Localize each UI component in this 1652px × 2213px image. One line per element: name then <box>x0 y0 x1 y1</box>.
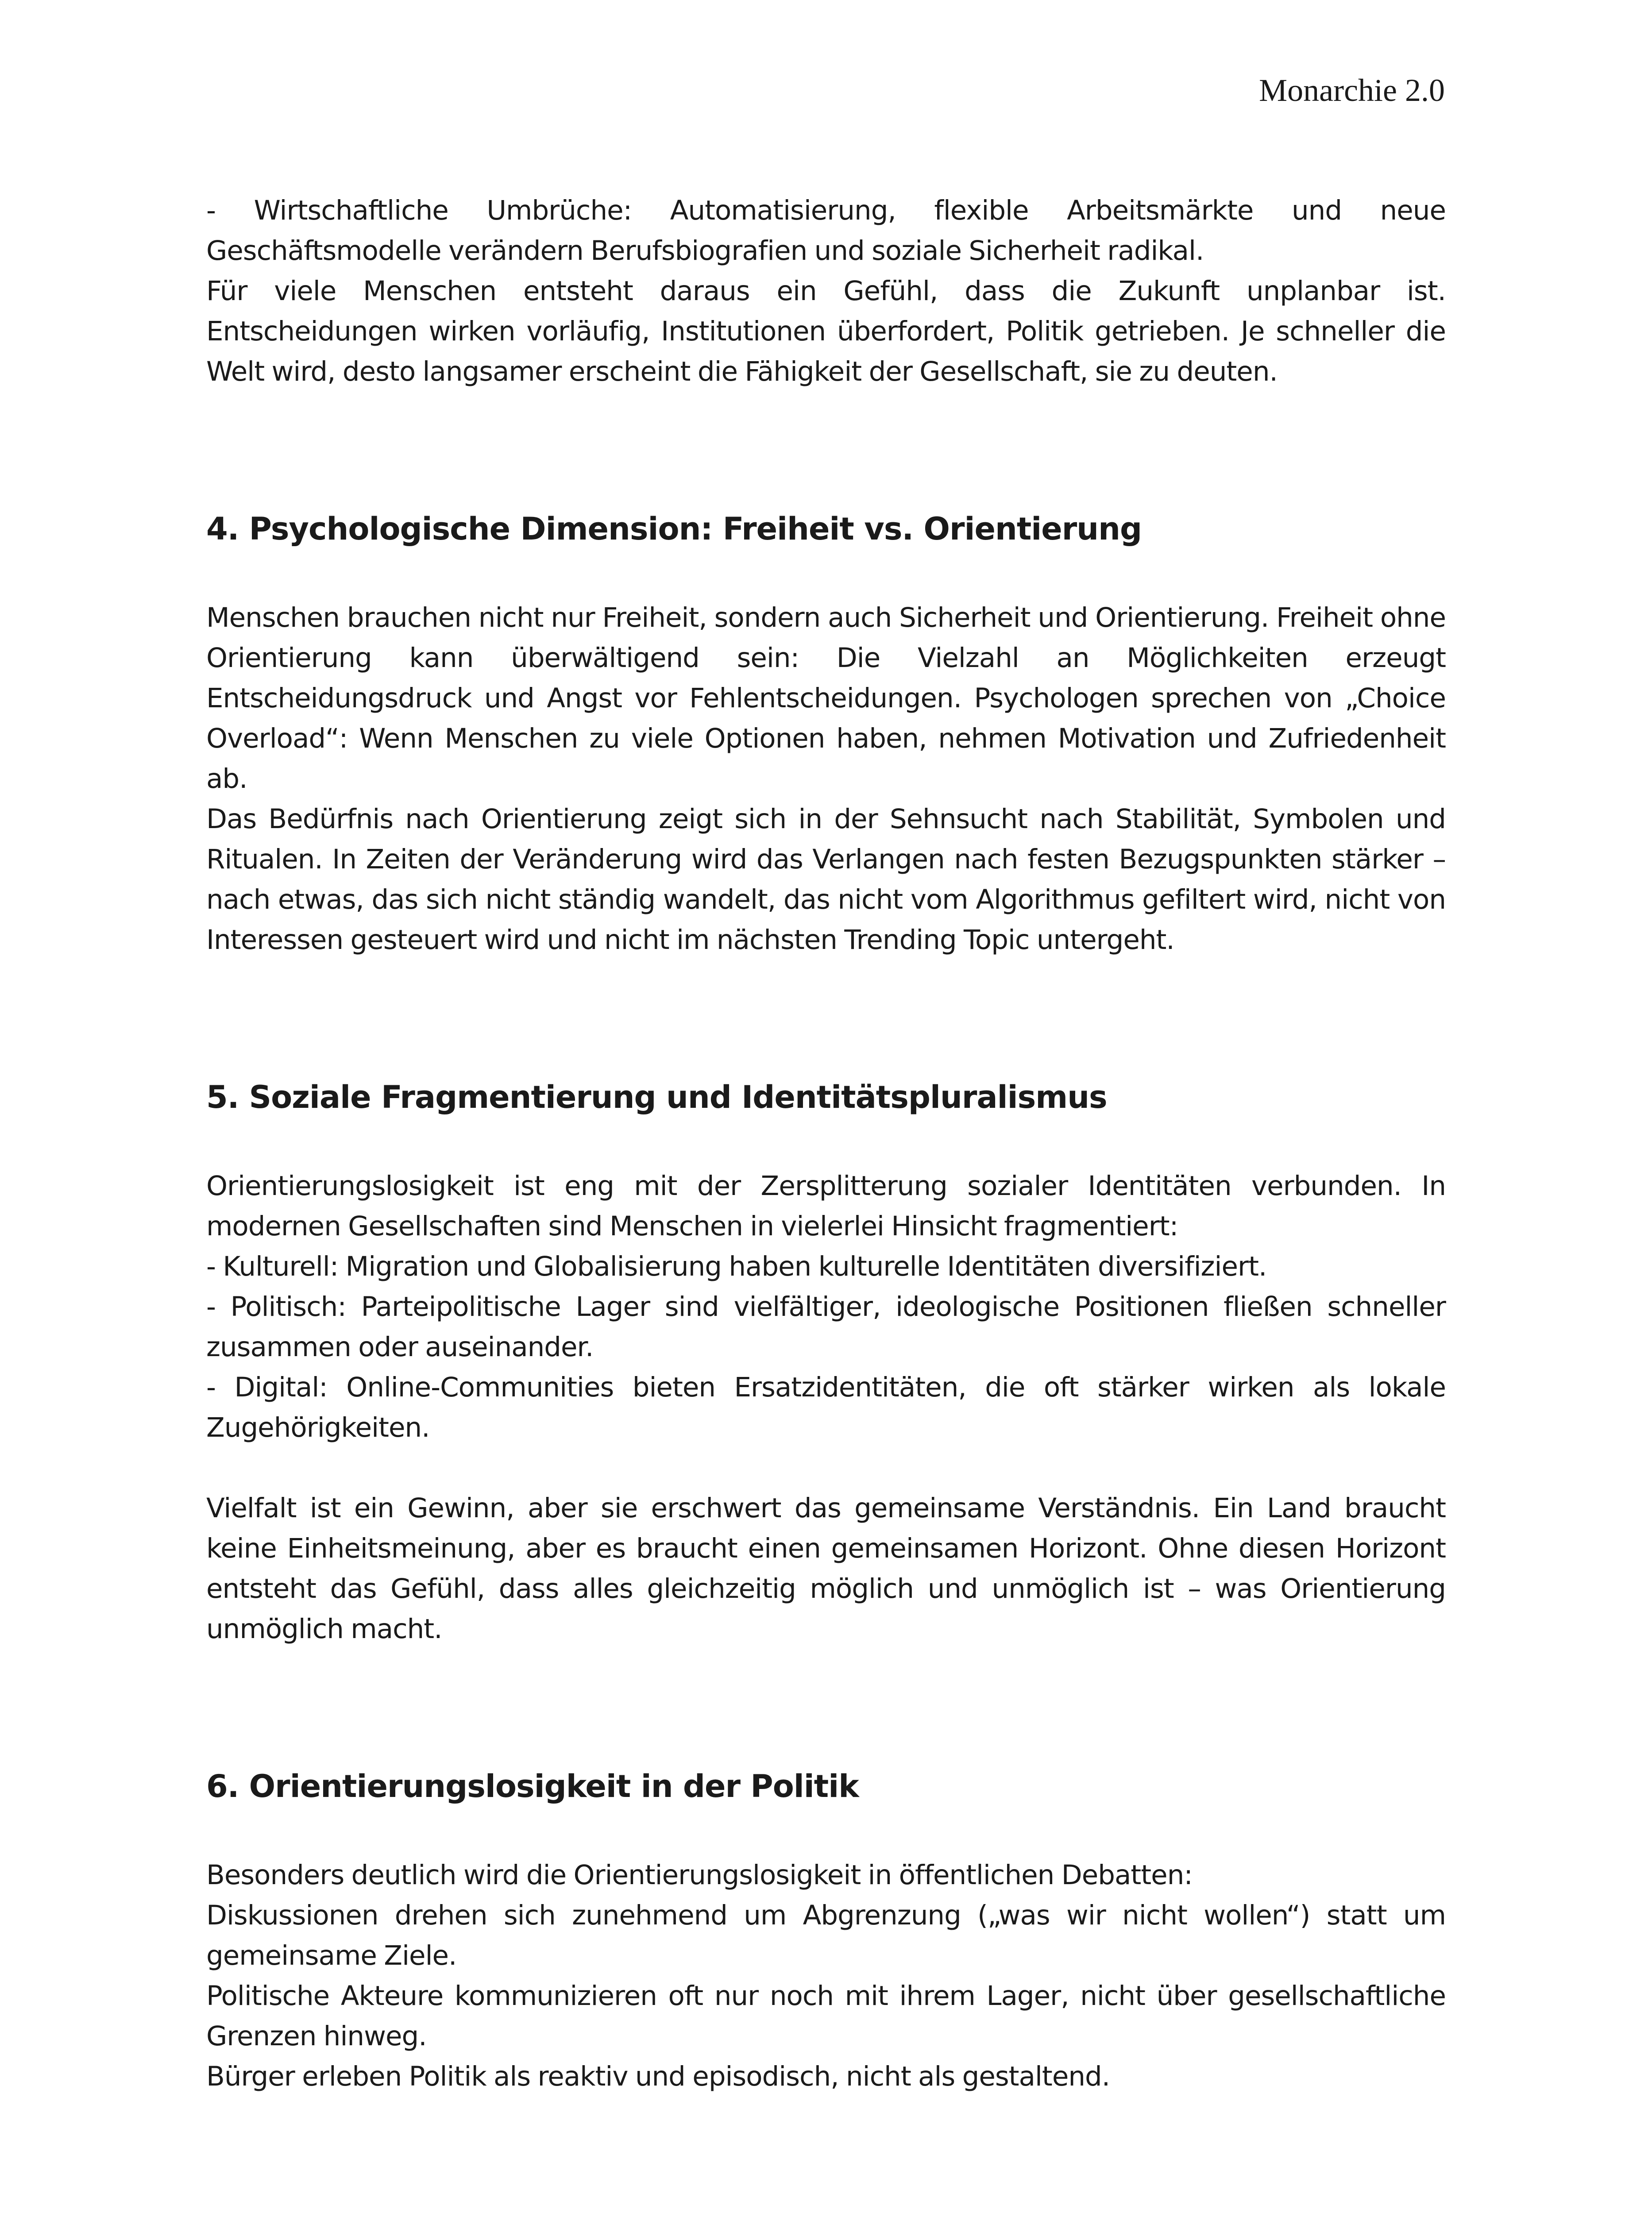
section-5-paragraph <box>206 1166 1446 1448</box>
page-body <box>206 190 1446 2097</box>
section-4-line: Das Bedürfnis nach Orientierung zeigt sich in der Sehnsucht nach Stabilität, Symbolen und Ritualen. In Zeiten der Veränderung wird das Verlangen nach festen Bezugspunkten stärker – nach etwas, das sich nicht ständig wandelt, das nicht vom Algorithmus gefiltert wird, nicht von Interessen gesteuert wird und nicht im nächsten Trending Topic untergeht. <box>206 803 1446 956</box>
section-6-line: Bürger erleben Politik als reaktiv und episodisch, nicht als gestaltend. <box>206 2061 1110 2092</box>
intro-line: - Wirtschaftliche Umbrüche: Automatisierung, flexible Arbeitsmärkte und neue Geschäftsmodelle verändern Berufsbiografien und soziale Sicherheit radikal. <box>206 195 1446 266</box>
section-5-line: - Politisch: Parteipolitische Lager sind vielfältiger, ideologische Positionen fließen schneller zusammen oder auseinander. <box>206 1291 1446 1363</box>
section-6-line: Besonders deutlich wird die Orientierungslosigkeit in öffentlichen Debatten: <box>206 1859 1193 1891</box>
section-5-closing-line: Vielfalt ist ein Gewinn, aber sie erschwert das gemeinsame Verständnis. Ein Land braucht keine Einheitsmeinung, aber es braucht einen gemeinsamen Horizont. Ohne diesen Horizont entsteht das Gefühl, dass alles gleichzeitig möglich und unmöglich ist – was Orientierung unmöglich macht. <box>206 1492 1446 1645</box>
section-5-closing-paragraph <box>206 1488 1446 1649</box>
section-heading-6: 6. Orientierungslosigkeit in der Politik <box>206 1768 859 1804</box>
section-5-line: Orientierungslosigkeit ist eng mit der Zersplitterung sozialer Identitäten verbunden. In modernen Gesellschaften sind Menschen in vielerlei Hinsicht fragmentiert: <box>206 1170 1446 1242</box>
section-heading-5: 5. Soziale Fragmentierung und Identitätspluralismus <box>206 1079 1107 1115</box>
section-6-paragraph <box>206 1855 1446 2097</box>
intro-paragraph <box>206 190 1446 392</box>
intro-line: Für viele Menschen entsteht daraus ein Gefühl, dass die Zukunft unplanbar ist. Entscheidungen wirken vorläufig, Institutionen überfordert, Politik getrieben. Je schneller die Welt wird, desto langsamer erscheint die Fähigkeit der Gesellschaft, sie zu deuten. <box>206 275 1446 387</box>
section-5-line: - Digital: Online-Communities bieten Ersatzidentitäten, die oft stärker wirken als lokale Zugehörigkeiten. <box>206 1372 1446 1443</box>
running-header: Monarchie 2.0 <box>1259 73 1445 108</box>
section-heading-4: 4. Psychologische Dimension: Freiheit vs. Orientierung <box>206 511 1142 547</box>
section-6-line: Politische Akteure kommunizieren oft nur noch mit ihrem Lager, nicht über gesellschaftliche Grenzen hinweg. <box>206 1980 1446 2052</box>
section-6-line: Diskussionen drehen sich zunehmend um Abgrenzung („was wir nicht wollen“) statt um gemeinsame Ziele. <box>206 1900 1446 1971</box>
section-4-paragraph <box>206 598 1446 960</box>
section-4-line: Menschen brauchen nicht nur Freiheit, sondern auch Sicherheit und Orientierung. Freiheit ohne Orientierung kann überwältigend sein: Die Vielzahl an Möglichkeiten erzeugt Entscheidungsdruck und Angst vor Fehlentscheidungen. Psychologen sprechen von „Choice Overload“: Wenn Menschen zu viele Optionen haben, nehmen Motivation und Zufriedenheit ab. <box>206 602 1446 794</box>
section-5-line: - Kulturell: Migration und Globalisierung haben kulturelle Identitäten diversifiziert. <box>206 1251 1267 1282</box>
